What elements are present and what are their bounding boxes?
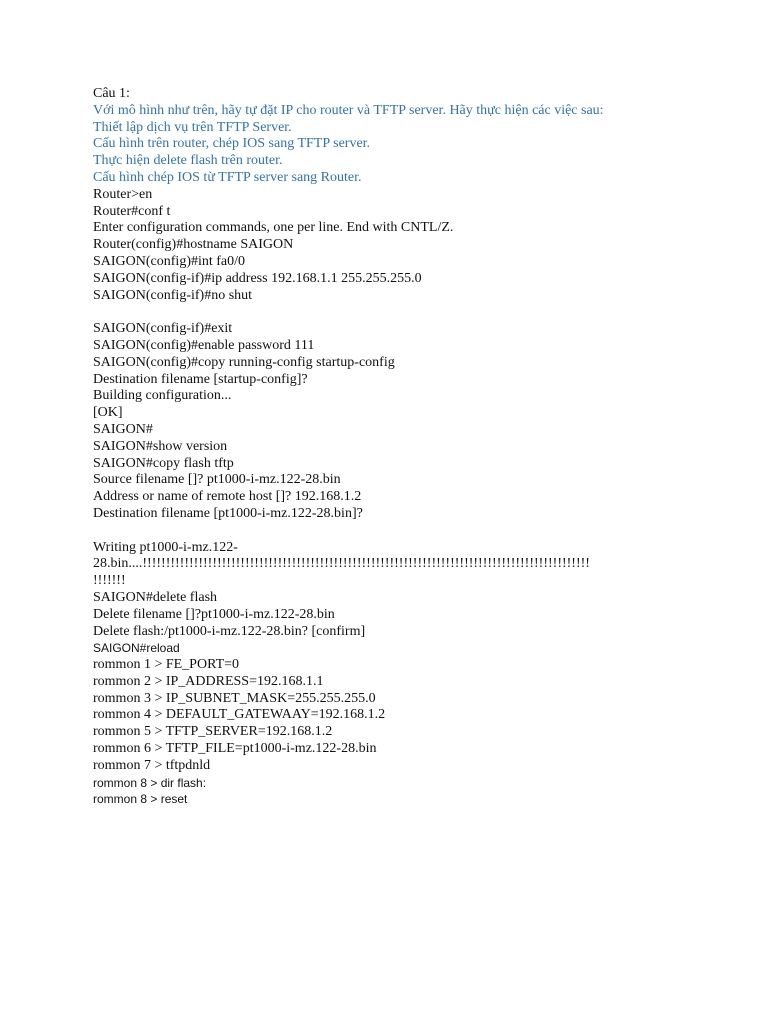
blank-line	[93, 523, 683, 540]
text-line: SAIGON#delete flash	[93, 589, 218, 605]
text-line: SAIGON#copy flash tftp	[93, 455, 234, 471]
text-line: SAIGON(config)#copy running-config startup-config	[93, 354, 395, 370]
text-line: SAIGON(config-if)#ip address 192.168.1.1 255.255.255.0	[93, 270, 422, 286]
text-line: rommon 2 > IP_ADDRESS=192.168.1.1	[93, 673, 324, 689]
text-line: SAIGON#show version	[93, 438, 228, 454]
text-line: Writing pt1000-i-mz.122-	[93, 539, 238, 555]
text-line: rommon 7 > tftpdnld	[93, 757, 211, 773]
rommon-block	[93, 657, 683, 775]
text-line: Delete filename []?pt1000-i-mz.122-28.bin	[93, 606, 335, 622]
text-line: rommon 1 > FE_PORT=0	[93, 657, 240, 673]
text-line: Router#conf t	[93, 203, 171, 219]
text-line: SAIGON(config)#enable password 111	[93, 337, 315, 353]
text-line: rommon 8 > reset	[93, 792, 188, 807]
text-line: rommon 4 > DEFAULT_GATEWAAY=192.168.1.2	[93, 707, 386, 723]
text-line: 28.bin....!!!!!!!!!!!!!!!!!!!!!!!!!!!!!!!!!!!!!!!!!!!!!!!!!!!!!!!!!!!!!!!!!!!!!!!!!!!!!!!!!!!!!!!!!!!!!!!!	[93, 556, 590, 572]
text-line: rommon 5 > TFTP_SERVER=192.168.1.2	[93, 724, 333, 740]
text-line: Router(config)#hostname SAIGON	[93, 237, 294, 253]
text-line: Destination filename [startup-config]?	[93, 371, 308, 387]
text-line: [OK]	[93, 405, 123, 421]
text-line: !!!!!!!	[93, 573, 126, 589]
text-line: Address or name of remote host []? 192.168.1.2	[93, 489, 362, 505]
text-line: SAIGON(config)#int fa0/0	[93, 253, 246, 269]
reload-command: SAIGON#reload	[93, 641, 180, 656]
document-body	[93, 86, 683, 808]
text-line: SAIGON(config-if)#exit	[93, 321, 233, 337]
text-line: rommon 6 > TFTP_FILE=pt1000-i-mz.122-28.bin	[93, 741, 377, 757]
question-title: Câu 1:	[93, 86, 130, 101]
text-line: Destination filename [pt1000-i-mz.122-28.bin]?	[93, 505, 363, 521]
text-line: Enter configuration commands, one per line. End with CNTL/Z.	[93, 220, 454, 236]
text-line: Cấu hình chép IOS từ TFTP server sang Router.	[93, 169, 362, 185]
instruction-list	[93, 103, 683, 187]
text-line: Thiết lập dịch vụ trên TFTP Server.	[93, 119, 292, 135]
blank-line	[93, 304, 683, 321]
text-line: SAIGON(config-if)#no shut	[93, 287, 253, 303]
text-line: Source filename []? pt1000-i-mz.122-28.bin	[93, 472, 341, 488]
text-line: Cấu hình trên router, chép IOS sang TFTP server.	[93, 136, 371, 152]
text-line: Building configuration...	[93, 388, 232, 404]
text-line: Delete flash:/pt1000-i-mz.122-28.bin? [confirm]	[93, 623, 366, 639]
text-line: SAIGON#	[93, 421, 153, 437]
text-line: Với mô hình như trên, hãy tự đặt IP cho router và TFTP server. Hãy thực hiện các việc sau:	[93, 102, 604, 118]
console-block	[93, 540, 683, 641]
rommon-tail-block	[93, 775, 683, 809]
console-block	[93, 321, 683, 523]
console-block	[93, 187, 683, 305]
text-line: Router>en	[93, 186, 153, 202]
text-line: rommon 3 > IP_SUBNET_MASK=255.255.255.0	[93, 690, 376, 706]
text-line: rommon 8 > dir flash:	[93, 775, 207, 790]
text-line: Thực hiện delete flash trên router.	[93, 153, 283, 169]
